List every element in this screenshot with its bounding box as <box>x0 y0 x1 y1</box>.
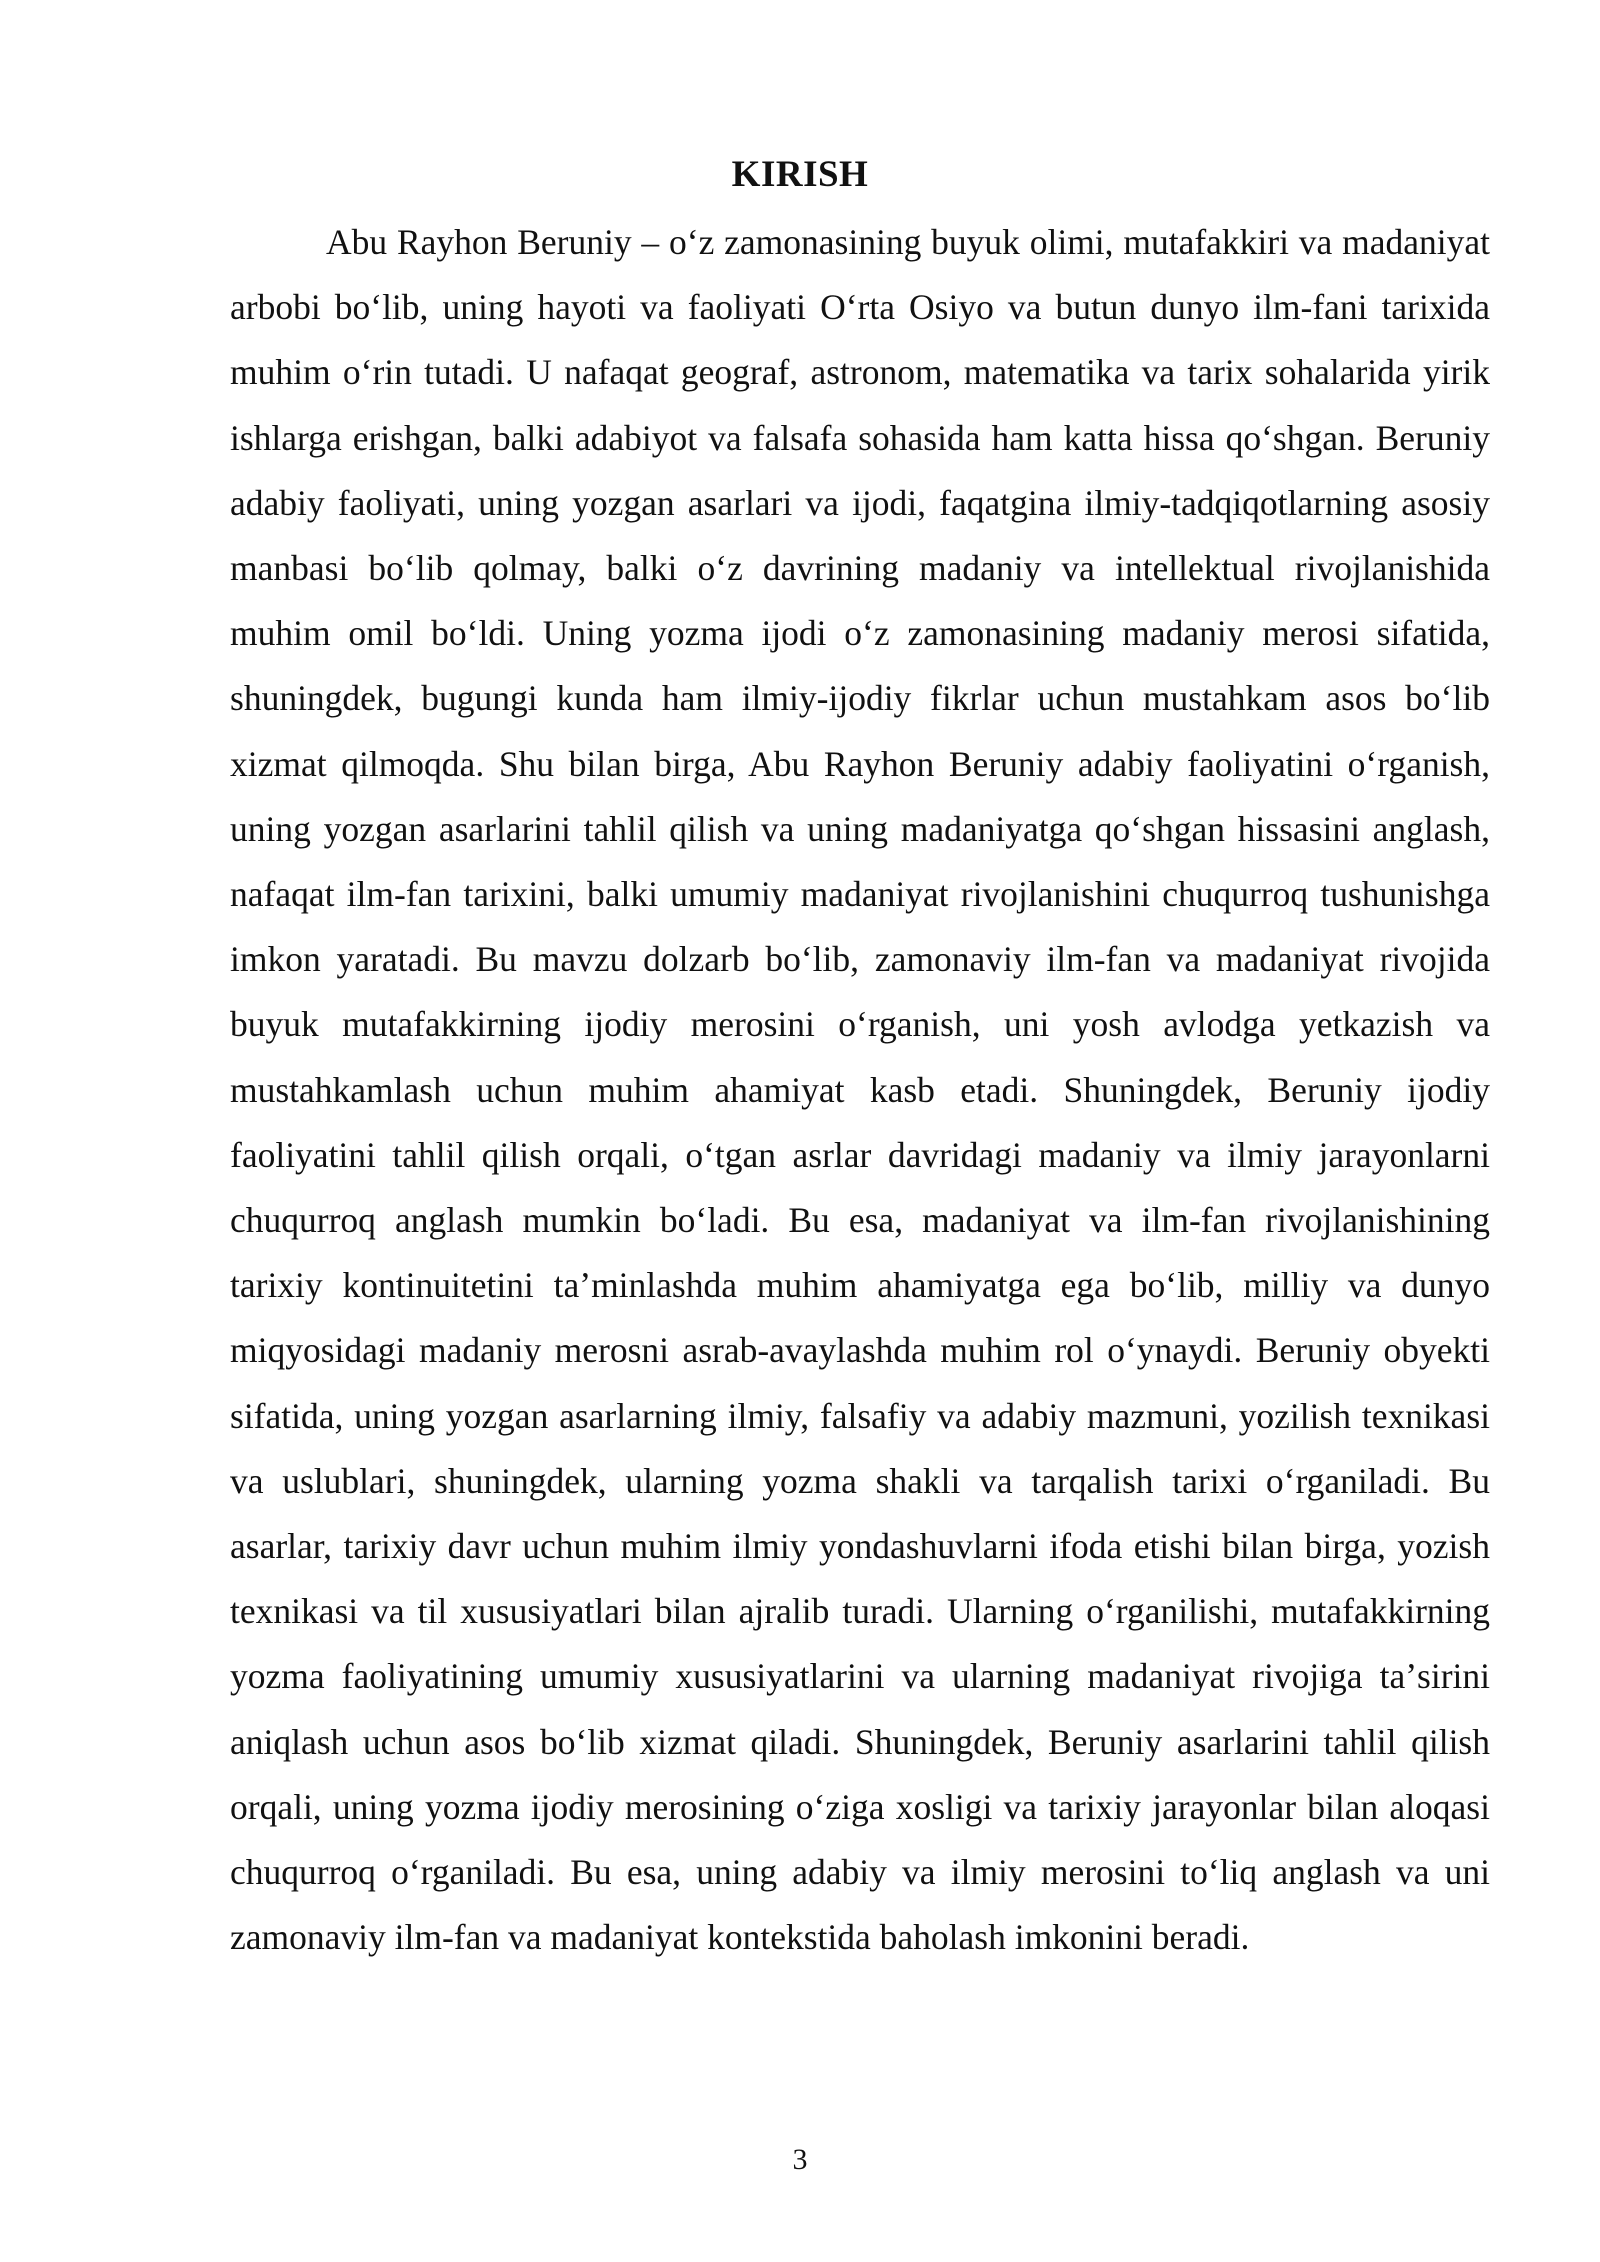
page-number: 3 <box>792 2143 808 2176</box>
body-paragraph: Abu Rayhon Beruniy – oʻz zamonasining buyuk olimi, mutafakkiri va madaniyat arbobi boʻlib, uning hayoti va faoliyati Oʻrta Osiyo va butun dunyo ilm-fani tarixida muhim oʻrin tutadi. U nafaqat geograf, astronom, matematika va tarix sohalarida yirik ishlarga erishgan, balki adabiyot va falsafa sohasida ham katta hissa qoʻshgan. Beruniy adabiy faoliyati, uning yozgan asarlari va ijodi, faqatgina ilmiy-tadqiqotlarning asosiy manbasi boʻlib qolmay, balki oʻz davrining madaniy va intellektual rivojlanishida muhim omil boʻldi. Uning yozma ijodi oʻz zamonasining madaniy merosi sifatida, shuningdek, bugungi kunda ham ilmiy-ijodiy fikrlar uchun mustahkam asos boʻlib xizmat qilmoqda. Shu bilan birga, Abu Rayhon Beruniy adabiy faoliyatini oʻrganish, uning yozgan asarlarini tahlil qilish va uning madaniyatga qoʻshgan hissasini anglash, nafaqat ilm-fan tarixini, balki umumiy madaniyat rivojlanishini chuqurroq tushunishga imkon yaratadi. Bu mavzu dolzarb boʻlib, zamonaviy ilm-fan va madaniyat rivojida buyuk mutafakkirning ijodiy merosini oʻrganish, uni yosh avlodga yetkazish va mustahkamlash uchun muhim ahamiyat kasb etadi. Shuningdek, Beruniy ijodiy faoliyatini tahlil qilish orqali, oʻtgan asrlar davridagi madaniy va ilmiy jarayonlarni chuqurroq anglash mumkin boʻladi. Bu esa, madaniyat va ilm-fan rivojlanishining tarixiy kontinuitetini taʼminlashda muhim ahamiyatga ega boʻlib, milliy va dunyo miqyosidagi madaniy merosni asrab-avaylashda muhim rol oʻynaydi. Beruniy obyekti sifatida, uning yozgan asarlarning ilmiy, falsafiy va adabiy mazmuni, yozilish texnikasi va uslublari, shuningdek, ularning yozma shakli va tarqalish tarixi oʻrganiladi. Bu asarlar, tarixiy davr uchun muhim ilmiy yondashuvlarni ifoda etishi bilan birga, yozish texnikasi va til xususiyatlari bilan ajralib turadi. Ularning oʻrganilishi, mutafakkirning yozma faoliyatining umumiy xususiyatlarini va ularning madaniyat rivojiga taʼsirini aniqlash uchun asos boʻlib xizmat qiladi. Shuningdek, Beruniy asarlarini tahlil qilish orqali, uning yozma ijodiy merosining oʻziga xosligi va tarixiy jarayonlar bilan aloqasi chuqurroq oʻrganiladi. Bu esa, uning adabiy va ilmiy merosini toʻliq anglash va uni zamonaviy ilm-fan va madaniyat kontekstida baholash imkonini beradi. <box>230 222 1490 1958</box>
section-heading: KIRISH <box>731 154 869 195</box>
